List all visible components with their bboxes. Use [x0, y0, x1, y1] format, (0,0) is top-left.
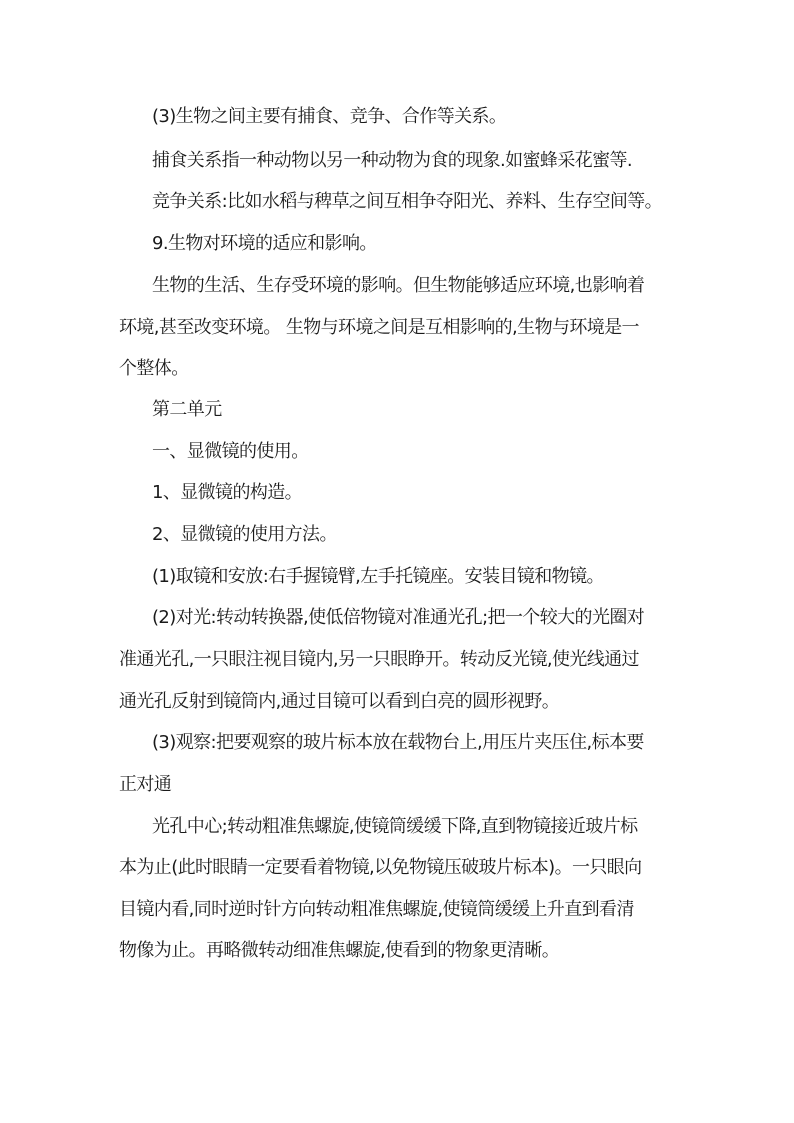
- text-line: 光孔中心;转动粗准焦螺旋,使镜筒缓缓下降,直到物镜接近玻片标: [152, 816, 638, 837]
- text-line: 准通光孔,一只眼注视目镜内,另一只眼睁开。转动反光镜,使光线通过: [119, 649, 639, 670]
- section-heading: 9.生物对环境的适应和影响。: [152, 233, 377, 254]
- text-line: 生物的生活、生存受环境的影响。但生物能够适应环境,也影响着: [152, 275, 645, 296]
- unit-heading: 第二单元: [152, 399, 222, 420]
- text-line: 通光孔反射到镜筒内,通过目镜可以看到白亮的圆形视野。: [119, 691, 560, 712]
- text-line: 捕食关系指一种动物以另一种动物为食的现象.如蜜蜂采花蜜等.: [152, 150, 633, 171]
- text-line: 环境,甚至改变环境。 生物与环境之间是互相影响的,生物与环境是一: [119, 317, 639, 338]
- text-line: 竞争关系:比如水稻与稗草之间互相争夺阳光、养料、生存空间等。: [152, 191, 663, 212]
- text-line: 本为止(此时眼睛一定要看着物镜,以免物镜压破玻片标本)。一只眼向: [119, 857, 642, 878]
- text-line: 个整体。: [119, 358, 189, 379]
- list-item: 1、显微镜的构造。: [152, 482, 303, 503]
- section-heading: 一、显微镜的使用。: [152, 441, 309, 462]
- text-line: (1)取镜和安放:右手握镜臂,左手托镜座。安装目镜和物镜。: [152, 566, 604, 587]
- text-line: 正对通: [119, 774, 172, 795]
- text-line: (3)生物之间主要有捕食、竞争、合作等关系。: [152, 106, 507, 127]
- text-line: 物像为止。再略微转动细准焦螺旋,使看到的物象更清晰。: [119, 940, 560, 961]
- list-item: 2、显微镜的使用方法。: [152, 524, 337, 545]
- text-line: (2)对光:转动转换器,使低倍物镜对准通光孔;把一个较大的光圈对: [152, 607, 645, 628]
- text-line: (3)观察:把要观察的玻片标本放在载物台上,用压片夹压住,标本要: [152, 732, 644, 753]
- text-line: 目镜内看,同时逆时针方向转动粗准焦螺旋,使镜筒缓缓上升直到看清: [119, 899, 634, 920]
